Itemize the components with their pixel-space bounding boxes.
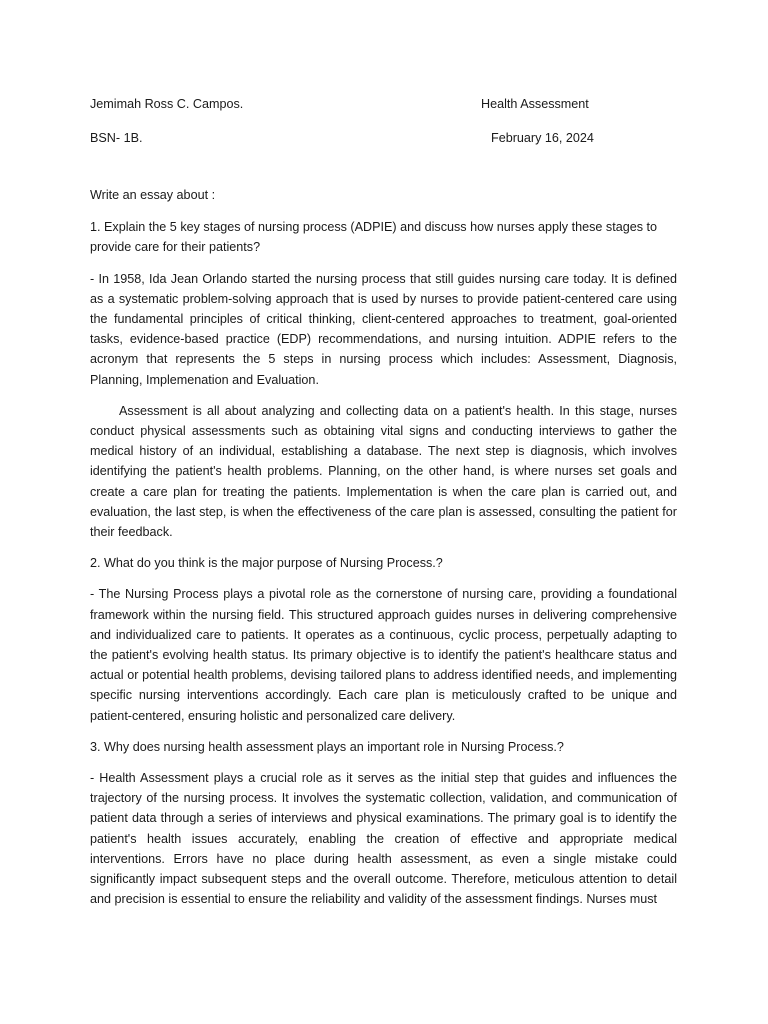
answer-3: - Health Assessment plays a crucial role as it serves as the initial step that guides and influences the trajectory of the nursing process. It involves the systematic collection, validation, and communication of patient data through a series of interviews and physical examinations. The primary goal is to identify the patient's health issues accurately, enabling the creation of effective and appropriate medical interventions. Errors have no place during health assessment, as even a single mistake could significantly impact subsequent steps and the overall outcome. Therefore, meticulous attention to detail and precision is essential to ensure the reliability and validity of the assessment findings. Nurses must [90,771,677,907]
answer-1-paragraph-1: - In 1958, Ida Jean Orlando started the nursing process that still guides nursing care today. It is defined as a systematic problem-solving approach that is used by nurses to provide patient-centered care using the fundamental principles of critical thinking, client-centered approaches to treatment, goal-oriented tasks, evidence-based practice (EDP) recommendations, and nursing intuition. ADPIE refers to the acronym that represents the 5 steps in nursing process which includes: Assessment, Diagnosis, Planning, Implemenation and Evaluation. [90,271,677,387]
answer-2: - The Nursing Process plays a pivotal role as the cornerstone of nursing care, providing a foundational framework within the nursing field. This structured approach guides nurses in delivering comprehensive and individualized care to patients. It operates as a continuous, cyclic process, perpetually adapting to the patient's evolving health status. Its primary objective is to identify the patient's healthcare status and actual or potential health problems, devising tailored plans to address identified needs, and implementing specific nursing interventions accordingly. Each care plan is meticulously crafted to be unique and patient-centered, ensuring holistic and personalized care delivery. [90,587,677,723]
question-1: 1. Explain the 5 key stages of nursing process (ADPIE) and discuss how nurses apply these stages to provide care for their patients? [90,220,658,255]
question-2: 2. What do you think is the major purpose of Nursing Process.? [90,556,443,571]
header-row-2 [90,128,677,148]
student-name: Jemimah Ross C. Campos. [90,97,244,111]
question-3: 3. Why does nursing health assessment plays an important role in Nursing Process.? [90,739,564,754]
answer-1-paragraph-2: Assessment is all about analyzing and collecting data on a patient's health. In this stage, nurses conduct physical assessments such as obtaining vital signs and conducting interviews to gather the medical history of an individual, establishing a database. The next step is diagnosis, which involves identifying the patient's health problems. Planning, on the other hand, is where nurses set goals and create a care plan for treating the patients. Implementation is when the care plan is carried out, and evaluation, the last step, is when the effectiveness of the care plan is assessed, consulting the patient for their feedback. [90,403,677,540]
header-row-1 [90,94,677,114]
essay-prompt: Write an essay about : [90,188,216,202]
student-section: BSN- 1B. [90,131,143,145]
subject-title: Health Assessment [481,97,589,111]
document-date: February 16, 2024 [491,131,594,145]
document-body [90,94,677,921]
